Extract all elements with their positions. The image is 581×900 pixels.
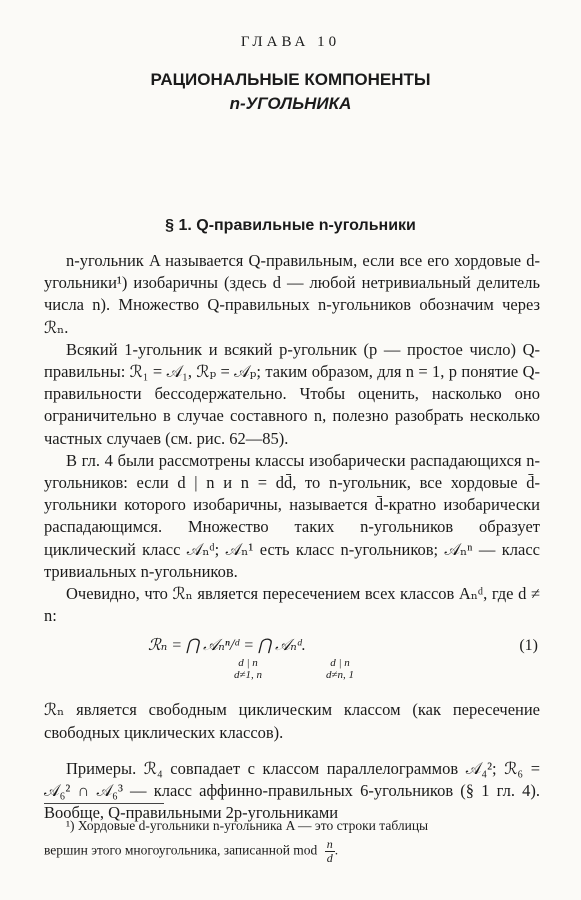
formula-sub-left-line1: d | n: [238, 657, 258, 670]
section-title: § 1. Q-правильные n-угольники: [165, 217, 416, 234]
formula-sub-left-line2: d≠1, n: [234, 669, 263, 682]
formula-main: ℛₙ = ⋂ 𝒜ₙⁿ/ᵈ = ⋂ 𝒜ₙᵈ.: [148, 637, 306, 655]
paragraph: Примеры. ℛ₄ совпадает с классом параллелограммов 𝒜₄²; ℛ₆ = 𝒜₆² ∩ 𝒜₆³ — класс аффинно-правильных 6-угольников (§ 1 гл. 4). Вообще, Q-правильными 2p-угольниками: [44, 758, 540, 823]
formula-sub-right-line1: d | n: [330, 657, 350, 670]
body-text: [44, 250, 540, 824]
footnote: [44, 814, 540, 865]
chapter-title-line2: n-УГОЛЬНИКА: [229, 94, 352, 113]
chapter-title: [0, 68, 581, 116]
spacer: [44, 744, 540, 758]
footnote-divider: [44, 803, 164, 804]
paragraph: Всякий 1-угольник и всякий p-угольник (p — простое число) Q-правильны: ℛ₁ = 𝒜₁, ℛₚ = 𝒜ₚ; таким образом, для n = 1, p понятие Q-правильности бессодержательно. Чтобы оценить, насколько оно ограничительно в случае составного n, полезно разобрать несколько частных случаев (см. рис. 62—85).: [44, 339, 540, 448]
paragraph: n-угольник A называется Q-правильным, если все его хордовые d-угольники¹) изобаричны (здесь d — любой нетривиальный делитель числа n). Множество Q-правильных n-угольников обозначим через ℛₙ.: [44, 251, 540, 337]
fraction-denominator: d: [326, 851, 333, 865]
footnote-line2-end: .: [334, 842, 339, 858]
chapter-title-line1: РАЦИОНАЛЬНЫЕ КОМПОНЕНТЫ: [150, 70, 431, 89]
paragraph: В гл. 4 были рассмотрены классы изобарически распадающихся n-угольников: если d | n и n = dd̄, то n-угольник, все хордовые d̄-угольники которого изобаричны, называется d̄-кратно изобарически распадающимся. Множество таких n-угольников образует циклический класс 𝒜ₙᵈ; 𝒜ₙ¹ есть класс n-угольников; 𝒜ₙⁿ — класс тривиальных n-угольников.: [44, 450, 540, 581]
footnote-fraction: [325, 838, 335, 865]
formula-subscript-right: [326, 657, 354, 681]
formula-number: (1): [519, 637, 538, 655]
paragraph: ℛₙ является свободным циклическим классом (как пересечение свободных циклических классов).: [44, 700, 540, 742]
formula-subscript-left: [234, 657, 262, 681]
footnote-line1: ¹) Хордовые d-угольники n-угольника A — это строки таблицы: [66, 818, 429, 833]
fraction-numerator: n: [326, 837, 333, 851]
footnote-line2-text: вершин этого многоугольника, записанной mod: [44, 842, 318, 858]
footnote-line2: [44, 838, 540, 865]
chapter-heading: ГЛАВА 10: [240, 34, 341, 50]
formula-1: [44, 633, 540, 695]
formula-sub-right-line2: d≠n, 1: [326, 669, 355, 682]
paragraph: Очевидно, что ℛₙ является пересечением всех классов Aₙᵈ, где d ≠ n:: [44, 584, 540, 626]
